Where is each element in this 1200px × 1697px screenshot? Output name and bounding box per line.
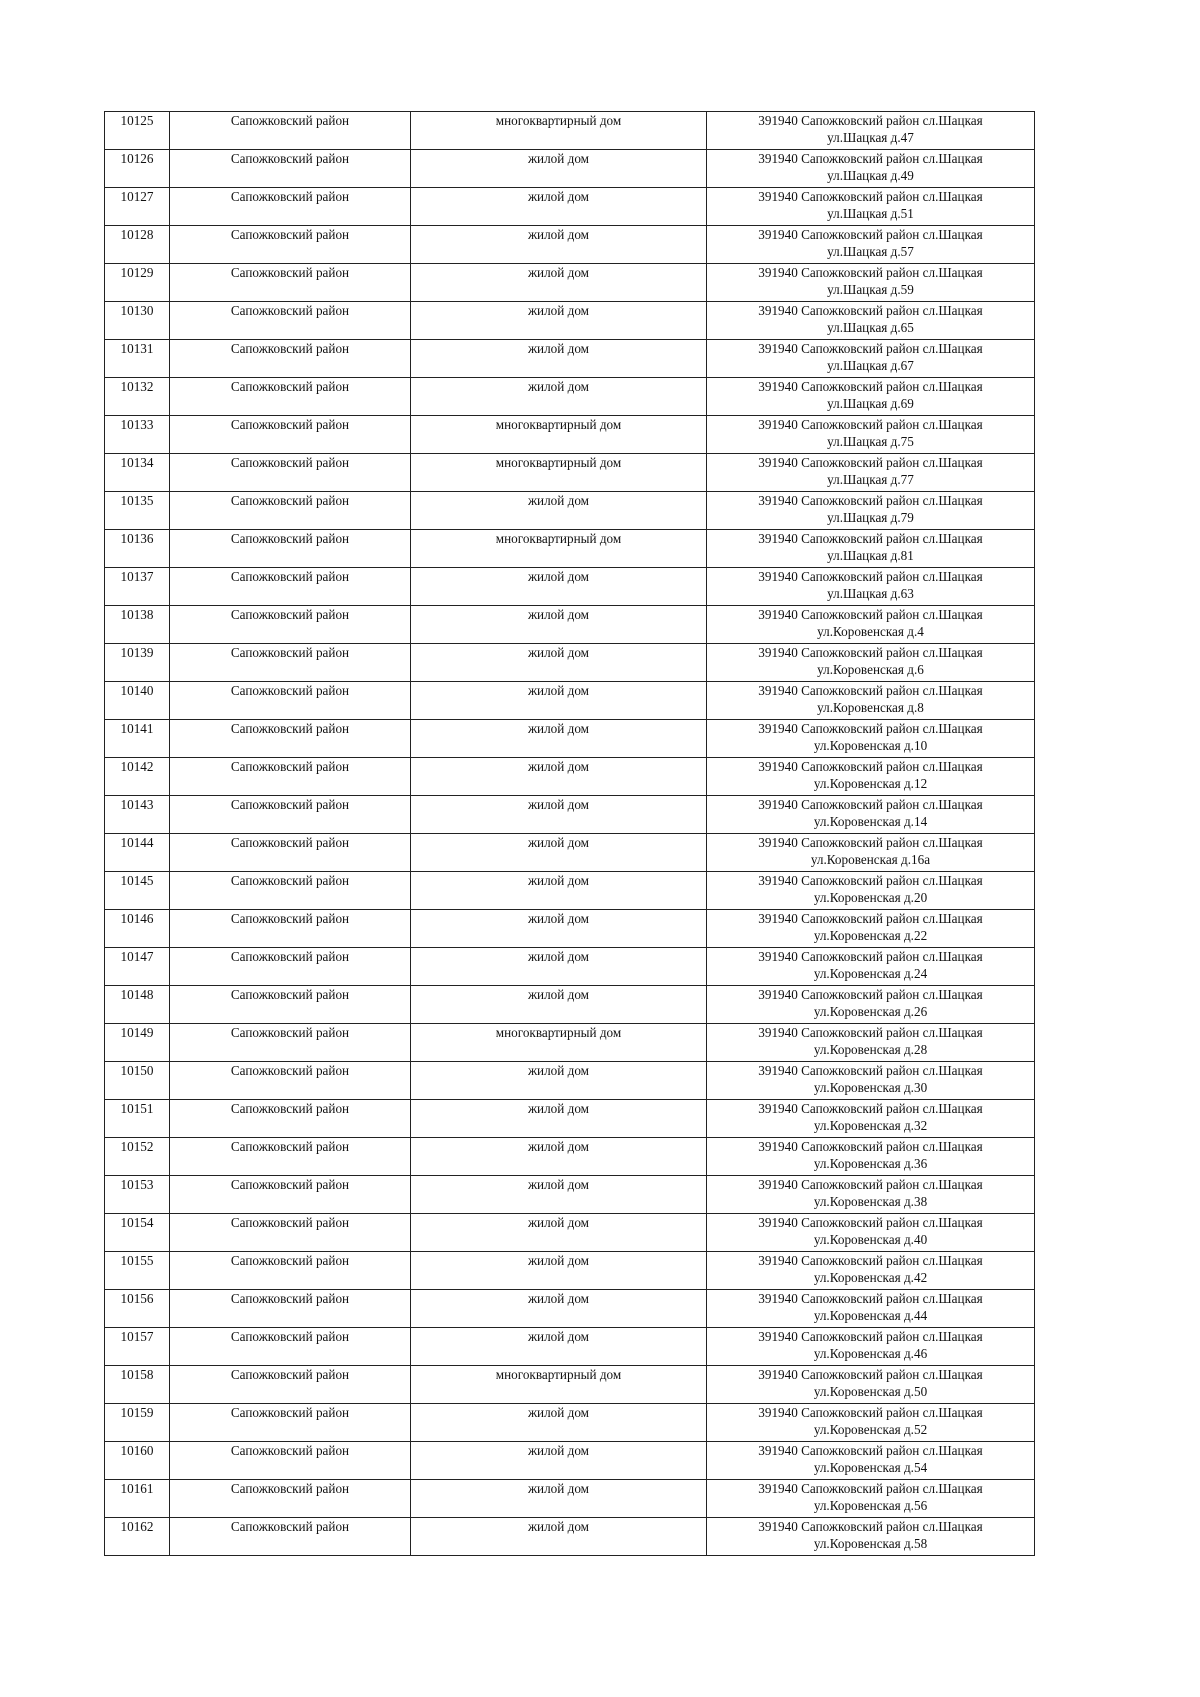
record-number-cell: 10154 <box>105 1214 170 1252</box>
record-number-cell: 10162 <box>105 1518 170 1556</box>
district-cell: Сапожковский район <box>170 340 411 378</box>
address-cell <box>707 188 1035 226</box>
address-cell <box>707 1518 1035 1556</box>
table-row <box>105 758 1035 796</box>
table-row <box>105 112 1035 150</box>
address-line-2: ул.Коровенская д.36 <box>813 1156 928 1171</box>
district-cell: Сапожковский район <box>170 1024 411 1062</box>
address-line-1: 391940 Сапожковский район сл.Шацкая <box>758 1063 983 1078</box>
record-number-cell: 10150 <box>105 1062 170 1100</box>
address-line-1: 391940 Сапожковский район сл.Шацкая <box>758 379 983 394</box>
district-cell: Сапожковский район <box>170 720 411 758</box>
address-cell <box>707 568 1035 606</box>
district-cell: Сапожковский район <box>170 454 411 492</box>
building-type-cell: жилой дом <box>411 758 707 796</box>
record-number-cell: 10158 <box>105 1366 170 1404</box>
building-type-cell: жилой дом <box>411 340 707 378</box>
record-number-cell: 10131 <box>105 340 170 378</box>
building-type-cell: жилой дом <box>411 1214 707 1252</box>
district-cell: Сапожковский район <box>170 606 411 644</box>
address-line-1: 391940 Сапожковский район сл.Шацкая <box>758 151 983 166</box>
record-number-cell: 10160 <box>105 1442 170 1480</box>
address-line-1: 391940 Сапожковский район сл.Шацкая <box>758 835 983 850</box>
record-number-cell: 10145 <box>105 872 170 910</box>
address-cell <box>707 1252 1035 1290</box>
address-line-2: ул.Шацкая д.47 <box>827 130 914 145</box>
building-type-cell: жилой дом <box>411 910 707 948</box>
record-number-cell: 10128 <box>105 226 170 264</box>
address-line-2: ул.Коровенская д.52 <box>813 1422 928 1437</box>
address-line-2: ул.Коровенская д.46 <box>813 1346 928 1361</box>
address-cell <box>707 150 1035 188</box>
address-cell <box>707 340 1035 378</box>
address-cell <box>707 720 1035 758</box>
address-line-1: 391940 Сапожковский район сл.Шацкая <box>758 1519 983 1534</box>
address-line-1: 391940 Сапожковский район сл.Шацкая <box>758 1481 983 1496</box>
address-line-1: 391940 Сапожковский район сл.Шацкая <box>758 417 983 432</box>
building-type-cell: жилой дом <box>411 644 707 682</box>
table-row <box>105 1328 1035 1366</box>
address-line-1: 391940 Сапожковский район сл.Шацкая <box>758 1291 983 1306</box>
district-cell: Сапожковский район <box>170 872 411 910</box>
address-line-2: ул.Коровенская д.30 <box>813 1080 928 1095</box>
building-type-cell: жилой дом <box>411 986 707 1024</box>
record-number-cell: 10139 <box>105 644 170 682</box>
registry-table-body <box>105 112 1035 1556</box>
address-cell <box>707 1100 1035 1138</box>
address-cell <box>707 948 1035 986</box>
address-line-2: ул.Шацкая д.79 <box>827 510 914 525</box>
district-cell: Сапожковский район <box>170 682 411 720</box>
address-cell <box>707 1176 1035 1214</box>
address-line-2: ул.Коровенская д.54 <box>813 1460 928 1475</box>
address-line-1: 391940 Сапожковский район сл.Шацкая <box>758 683 983 698</box>
address-line-1: 391940 Сапожковский район сл.Шацкая <box>758 189 983 204</box>
address-cell <box>707 606 1035 644</box>
table-row <box>105 834 1035 872</box>
table-row <box>105 226 1035 264</box>
building-type-cell: жилой дом <box>411 302 707 340</box>
address-line-2: ул.Коровенская д.42 <box>813 1270 928 1285</box>
building-type-cell: жилой дом <box>411 568 707 606</box>
address-line-1: 391940 Сапожковский район сл.Шацкая <box>758 113 983 128</box>
building-type-cell: жилой дом <box>411 796 707 834</box>
address-line-2: ул.Коровенская д.20 <box>813 890 928 905</box>
district-cell: Сапожковский район <box>170 302 411 340</box>
address-line-1: 391940 Сапожковский район сл.Шацкая <box>758 911 983 926</box>
table-row <box>105 302 1035 340</box>
address-cell <box>707 758 1035 796</box>
address-cell <box>707 226 1035 264</box>
address-cell <box>707 1480 1035 1518</box>
building-type-cell: жилой дом <box>411 1480 707 1518</box>
table-row <box>105 872 1035 910</box>
address-cell <box>707 378 1035 416</box>
district-cell: Сапожковский район <box>170 986 411 1024</box>
table-row <box>105 606 1035 644</box>
address-cell <box>707 682 1035 720</box>
district-cell: Сапожковский район <box>170 1214 411 1252</box>
address-line-1: 391940 Сапожковский район сл.Шацкая <box>758 531 983 546</box>
building-type-cell: многоквартирный дом <box>411 1366 707 1404</box>
address-line-1: 391940 Сапожковский район сл.Шацкая <box>758 569 983 584</box>
district-cell: Сапожковский район <box>170 834 411 872</box>
building-type-cell: жилой дом <box>411 1328 707 1366</box>
record-number-cell: 10153 <box>105 1176 170 1214</box>
address-line-1: 391940 Сапожковский район сл.Шацкая <box>758 227 983 242</box>
address-line-2: ул.Шацкая д.67 <box>827 358 914 373</box>
address-line-2: ул.Шацкая д.49 <box>827 168 914 183</box>
address-cell <box>707 530 1035 568</box>
address-line-1: 391940 Сапожковский район сл.Шацкая <box>758 303 983 318</box>
district-cell: Сапожковский район <box>170 948 411 986</box>
address-line-2: ул.Коровенская д.6 <box>817 662 924 677</box>
record-number-cell: 10129 <box>105 264 170 302</box>
address-line-1: 391940 Сапожковский район сл.Шацкая <box>758 1329 983 1344</box>
building-type-cell: жилой дом <box>411 872 707 910</box>
building-type-cell: жилой дом <box>411 1290 707 1328</box>
building-type-cell: жилой дом <box>411 1252 707 1290</box>
building-type-cell: жилой дом <box>411 150 707 188</box>
building-type-cell: жилой дом <box>411 682 707 720</box>
address-line-2: ул.Коровенская д.58 <box>813 1536 928 1551</box>
address-line-1: 391940 Сапожковский район сл.Шацкая <box>758 987 983 1002</box>
record-number-cell: 10155 <box>105 1252 170 1290</box>
record-number-cell: 10137 <box>105 568 170 606</box>
address-line-2: ул.Шацкая д.65 <box>827 320 914 335</box>
building-type-cell: многоквартирный дом <box>411 416 707 454</box>
table-row <box>105 910 1035 948</box>
address-line-2: ул.Коровенская д.40 <box>813 1232 928 1247</box>
table-row <box>105 378 1035 416</box>
address-cell <box>707 1214 1035 1252</box>
table-row <box>105 264 1035 302</box>
building-type-cell: жилой дом <box>411 948 707 986</box>
record-number-cell: 10146 <box>105 910 170 948</box>
address-line-1: 391940 Сапожковский район сл.Шацкая <box>758 1215 983 1230</box>
address-cell <box>707 1366 1035 1404</box>
address-line-2: ул.Коровенская д.56 <box>813 1498 928 1513</box>
table-row <box>105 530 1035 568</box>
table-row <box>105 644 1035 682</box>
district-cell: Сапожковский район <box>170 1252 411 1290</box>
address-line-2: ул.Коровенская д.10 <box>813 738 928 753</box>
district-cell: Сапожковский район <box>170 1518 411 1556</box>
building-type-cell: жилой дом <box>411 1100 707 1138</box>
building-type-cell: жилой дом <box>411 378 707 416</box>
building-type-cell: жилой дом <box>411 226 707 264</box>
building-type-cell: жилой дом <box>411 1518 707 1556</box>
address-line-1: 391940 Сапожковский район сл.Шацкая <box>758 265 983 280</box>
address-line-2: ул.Шацкая д.77 <box>827 472 914 487</box>
address-cell <box>707 910 1035 948</box>
district-cell: Сапожковский район <box>170 1176 411 1214</box>
address-line-2: ул.Коровенская д.50 <box>813 1384 928 1399</box>
building-type-cell: жилой дом <box>411 264 707 302</box>
district-cell: Сапожковский район <box>170 1100 411 1138</box>
building-type-cell: жилой дом <box>411 1138 707 1176</box>
address-line-2: ул.Шацкая д.69 <box>827 396 914 411</box>
record-number-cell: 10142 <box>105 758 170 796</box>
address-line-1: 391940 Сапожковский район сл.Шацкая <box>758 873 983 888</box>
table-row <box>105 454 1035 492</box>
record-number-cell: 10132 <box>105 378 170 416</box>
building-type-cell: жилой дом <box>411 188 707 226</box>
district-cell: Сапожковский район <box>170 1442 411 1480</box>
record-number-cell: 10140 <box>105 682 170 720</box>
building-type-cell: жилой дом <box>411 492 707 530</box>
address-cell <box>707 1062 1035 1100</box>
building-type-cell: многоквартирный дом <box>411 1024 707 1062</box>
address-line-1: 391940 Сапожковский район сл.Шацкая <box>758 1025 983 1040</box>
address-line-2: ул.Коровенская д.32 <box>813 1118 928 1133</box>
address-line-2: ул.Коровенская д.14 <box>813 814 928 829</box>
record-number-cell: 10138 <box>105 606 170 644</box>
address-cell <box>707 644 1035 682</box>
address-line-2: ул.Коровенская д.28 <box>813 1042 928 1057</box>
table-row <box>105 986 1035 1024</box>
table-row <box>105 1138 1035 1176</box>
district-cell: Сапожковский район <box>170 1290 411 1328</box>
district-cell: Сапожковский район <box>170 416 411 454</box>
address-cell <box>707 454 1035 492</box>
address-line-1: 391940 Сапожковский район сл.Шацкая <box>758 1405 983 1420</box>
address-line-2: ул.Шацкая д.63 <box>827 586 914 601</box>
record-number-cell: 10157 <box>105 1328 170 1366</box>
address-line-1: 391940 Сапожковский район сл.Шацкая <box>758 1177 983 1192</box>
record-number-cell: 10135 <box>105 492 170 530</box>
district-cell: Сапожковский район <box>170 910 411 948</box>
table-row <box>105 796 1035 834</box>
table-row <box>105 720 1035 758</box>
address-line-1: 391940 Сапожковский район сл.Шацкая <box>758 759 983 774</box>
table-row <box>105 1252 1035 1290</box>
address-line-2: ул.Шацкая д.51 <box>827 206 914 221</box>
district-cell: Сапожковский район <box>170 1480 411 1518</box>
address-cell <box>707 112 1035 150</box>
building-type-cell: жилой дом <box>411 720 707 758</box>
table-row <box>105 1290 1035 1328</box>
address-line-2: ул.Коровенская д.22 <box>813 928 928 943</box>
district-cell: Сапожковский район <box>170 1328 411 1366</box>
address-line-1: 391940 Сапожковский район сл.Шацкая <box>758 493 983 508</box>
record-number-cell: 10133 <box>105 416 170 454</box>
district-cell: Сапожковский район <box>170 378 411 416</box>
address-line-1: 391940 Сапожковский район сл.Шацкая <box>758 1139 983 1154</box>
district-cell: Сапожковский район <box>170 1366 411 1404</box>
district-cell: Сапожковский район <box>170 530 411 568</box>
table-row <box>105 1214 1035 1252</box>
record-number-cell: 10159 <box>105 1404 170 1442</box>
district-cell: Сапожковский район <box>170 1062 411 1100</box>
address-cell <box>707 1404 1035 1442</box>
building-type-cell: жилой дом <box>411 1404 707 1442</box>
table-row <box>105 948 1035 986</box>
table-row <box>105 1480 1035 1518</box>
building-type-cell: жилой дом <box>411 1176 707 1214</box>
address-cell <box>707 834 1035 872</box>
record-number-cell: 10125 <box>105 112 170 150</box>
table-row <box>105 340 1035 378</box>
record-number-cell: 10161 <box>105 1480 170 1518</box>
table-row <box>105 188 1035 226</box>
table-row <box>105 682 1035 720</box>
record-number-cell: 10151 <box>105 1100 170 1138</box>
table-row <box>105 1062 1035 1100</box>
address-line-1: 391940 Сапожковский район сл.Шацкая <box>758 1253 983 1268</box>
record-number-cell: 10143 <box>105 796 170 834</box>
registry-table <box>104 111 1035 1556</box>
district-cell: Сапожковский район <box>170 796 411 834</box>
district-cell: Сапожковский район <box>170 264 411 302</box>
district-cell: Сапожковский район <box>170 150 411 188</box>
district-cell: Сапожковский район <box>170 112 411 150</box>
address-line-2: ул.Коровенская д.16а <box>810 852 931 867</box>
address-cell <box>707 1290 1035 1328</box>
address-line-2: ул.Шацкая д.75 <box>827 434 914 449</box>
address-line-1: 391940 Сапожковский район сл.Шацкая <box>758 1443 983 1458</box>
address-cell <box>707 492 1035 530</box>
address-line-2: ул.Коровенская д.26 <box>813 1004 928 1019</box>
table-row <box>105 150 1035 188</box>
district-cell: Сапожковский район <box>170 568 411 606</box>
building-type-cell: жилой дом <box>411 1442 707 1480</box>
table-row <box>105 568 1035 606</box>
address-line-1: 391940 Сапожковский район сл.Шацкая <box>758 1101 983 1116</box>
record-number-cell: 10127 <box>105 188 170 226</box>
address-cell <box>707 986 1035 1024</box>
district-cell: Сапожковский район <box>170 1404 411 1442</box>
district-cell: Сапожковский район <box>170 188 411 226</box>
district-cell: Сапожковский район <box>170 758 411 796</box>
record-number-cell: 10130 <box>105 302 170 340</box>
district-cell: Сапожковский район <box>170 492 411 530</box>
address-line-1: 391940 Сапожковский район сл.Шацкая <box>758 721 983 736</box>
table-row <box>105 1442 1035 1480</box>
address-cell <box>707 796 1035 834</box>
address-cell <box>707 416 1035 454</box>
record-number-cell: 10126 <box>105 150 170 188</box>
table-row <box>105 416 1035 454</box>
address-line-1: 391940 Сапожковский район сл.Шацкая <box>758 645 983 660</box>
building-type-cell: жилой дом <box>411 1062 707 1100</box>
address-line-2: ул.Коровенская д.8 <box>817 700 924 715</box>
record-number-cell: 10149 <box>105 1024 170 1062</box>
district-cell: Сапожковский район <box>170 644 411 682</box>
address-line-1: 391940 Сапожковский район сл.Шацкая <box>758 1367 983 1382</box>
record-number-cell: 10136 <box>105 530 170 568</box>
address-line-1: 391940 Сапожковский район сл.Шацкая <box>758 797 983 812</box>
address-line-2: ул.Шацкая д.57 <box>827 244 914 259</box>
address-cell <box>707 302 1035 340</box>
address-line-1: 391940 Сапожковский район сл.Шацкая <box>758 455 983 470</box>
record-number-cell: 10141 <box>105 720 170 758</box>
address-cell <box>707 1328 1035 1366</box>
building-type-cell: многоквартирный дом <box>411 454 707 492</box>
record-number-cell: 10156 <box>105 1290 170 1328</box>
address-line-2: ул.Шацкая д.59 <box>827 282 914 297</box>
table-row <box>105 1404 1035 1442</box>
district-cell: Сапожковский район <box>170 1138 411 1176</box>
table-row <box>105 1366 1035 1404</box>
address-cell <box>707 264 1035 302</box>
address-line-2: ул.Коровенская д.12 <box>813 776 928 791</box>
address-line-2: ул.Коровенская д.24 <box>813 966 928 981</box>
address-cell <box>707 1024 1035 1062</box>
record-number-cell: 10134 <box>105 454 170 492</box>
table-row <box>105 1518 1035 1556</box>
address-line-1: 391940 Сапожковский район сл.Шацкая <box>758 607 983 622</box>
building-type-cell: многоквартирный дом <box>411 530 707 568</box>
record-number-cell: 10147 <box>105 948 170 986</box>
address-cell <box>707 1442 1035 1480</box>
table-row <box>105 1024 1035 1062</box>
building-type-cell: жилой дом <box>411 834 707 872</box>
table-row <box>105 1100 1035 1138</box>
record-number-cell: 10148 <box>105 986 170 1024</box>
table-row <box>105 492 1035 530</box>
table-row <box>105 1176 1035 1214</box>
address-line-1: 391940 Сапожковский район сл.Шацкая <box>758 949 983 964</box>
address-line-2: ул.Коровенская д.44 <box>813 1308 928 1323</box>
building-type-cell: жилой дом <box>411 606 707 644</box>
address-line-2: ул.Шацкая д.81 <box>827 548 914 563</box>
district-cell: Сапожковский район <box>170 226 411 264</box>
building-type-cell: многоквартирный дом <box>411 112 707 150</box>
address-cell <box>707 872 1035 910</box>
address-line-2: ул.Коровенская д.38 <box>813 1194 928 1209</box>
address-cell <box>707 1138 1035 1176</box>
address-line-2: ул.Коровенская д.4 <box>817 624 924 639</box>
record-number-cell: 10144 <box>105 834 170 872</box>
address-line-1: 391940 Сапожковский район сл.Шацкая <box>758 341 983 356</box>
record-number-cell: 10152 <box>105 1138 170 1176</box>
